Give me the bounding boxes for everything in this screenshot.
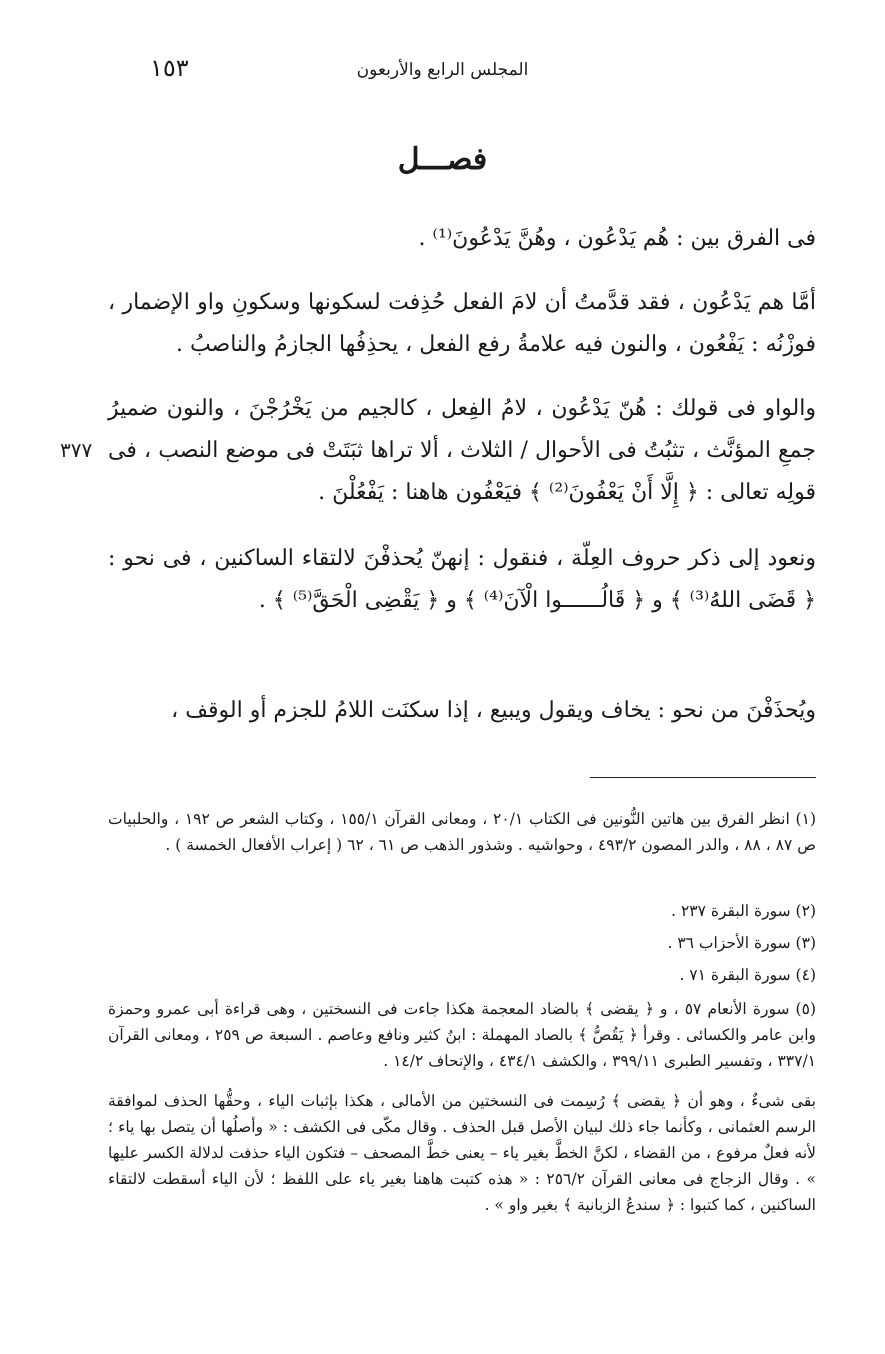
running-header: المجلس الرابع والأربعون bbox=[356, 60, 529, 80]
paragraph-1: فى الفرق بين : هُم يَدْعُون ، وهُنَّ يَدْعُونَ⁽¹⁾ . bbox=[418, 226, 816, 251]
paragraph-3: والواو فى قولك : هُنّ يَدْعُون ، لامُ الفِعل ، كالجيم من يَخْرُجْنَ ، والنون ضميرُ جمعِ المؤنَّث ، تثبُتُ فى الأحوال / الثلاث ، ألا تراها ثبَتَتْ فى موضع النصب ، فى قولِه تعالى : ﴿ إِلَّا أَنْ يَعْفُونَ⁽²⁾ ﴾ فيَعْفُون هاهنا : يَفْعُلْنَ . bbox=[108, 396, 816, 505]
paragraph-5: ويُحذَفْنَ من نحو : يخاف ويقول ويبيع ، إذا سكنَت اللامُ للجزم أو الوقف ، bbox=[171, 698, 816, 723]
footnote-1: (١) انظر الفرق بين هاتين النُّونين فى الكتاب ٢٠/١ ، ومعانى القرآن ١٥٥/١ ، وكتاب الشعر ص ١٩٢ ، والحلبيات ص ٨٧ ، ٨٨ ، والدر المصون ٤٩٣/٢ ، وحواشيه . وشذور الذهب ص ٦١ ، ٦٢ ( إعراب الأفعال الخمسة ) . bbox=[108, 810, 816, 854]
footnote-5: (٥) سورة الأنعام ٥٧ ، و ﴿ يقضى ﴾ بالضاد المعجمة هكذا جاءت فى النسختين ، وهى قراءة أبى عمرو وحمزة وابن عامر والكسائى . وقرأ ﴿ يَقُصُّ ﴾ بالصاد المهملة : ابنُ كثير ونافع وعاصم . السبعة ص ٢٥٩ ، ومعانى القرآن ٣٣٧/١ ، وتفسير الطبرى ٣٩٩/١١ ، والكشف ٤٣٤/١ ، والإتحاف ١٤/٢ . bbox=[108, 1000, 816, 1070]
page-number: ١٥٣ bbox=[150, 54, 189, 82]
margin-page-reference: ٣٧٧ bbox=[60, 438, 93, 462]
footnote-5-continuation: بقى شىءٌ ، وهو أن ﴿ يقضى ﴾ رُسِمت فى النسختين من الأمالى ، هكذا بإثبات الياء ، وحقُّها الحذف لموافقة الرسم العثمانى ، وكأنما جاء ذلك لبيان الأصل قبل الحذف . وقال مكّى فى الكشف : « وأصلُها أن يتصل بها ياء ؛ لأنه فعلٌ مرفوع ، من القضاء ، لكنَّ الخطَّ بغير ياء – يعنى خطَّ المصحف – فتكون الياء حذفت لدلالة الكسر عليها » . وقال الزجاج فى معانى القرآن ٢٥٦/٢ : « هذه كتبت هاهنا بغير ياء على اللفظ ؛ لأن الياء أسقطت لالتقاء الساكنين ، كما كتبوا : ﴿ سندعُ الزبانية ﴾ بغير واو » . bbox=[108, 1092, 816, 1214]
footnote-divider bbox=[590, 777, 816, 778]
section-title: فصـــل bbox=[397, 142, 488, 177]
paragraph-2: أمَّا هم يَدْعُون ، فقد قدَّمتُ أن لامَ الفعل حُذِفت لسكونها وسكونِ واو الإضمار ، فوزْنُه : يَفْعُون ، والنون فيه علامةُ رفع الفعل ، يحذِفُها الجازمُ والناصبُ . bbox=[108, 290, 816, 357]
footnote-2: (٢) سورة البقرة ٢٣٧ . bbox=[671, 902, 816, 920]
footnote-3: (٣) سورة الأحزاب ٣٦ . bbox=[667, 934, 816, 952]
footnote-4: (٤) سورة البقرة ٧١ . bbox=[679, 966, 816, 984]
paragraph-4: ونعود إلى ذكر حروف العِلّة ، فنقول : إنهنّ يُحذفْنَ لالتقاء الساكنين ، فى نحو : ﴿ قَضَى اللهُ⁽³⁾ ﴾ و ﴿ قَالُــــــوا الْآنَ⁽⁴⁾ ﴾ و ﴿ يَقْضِى الْحَقَّ⁽⁵⁾ ﴾ . bbox=[108, 546, 816, 613]
